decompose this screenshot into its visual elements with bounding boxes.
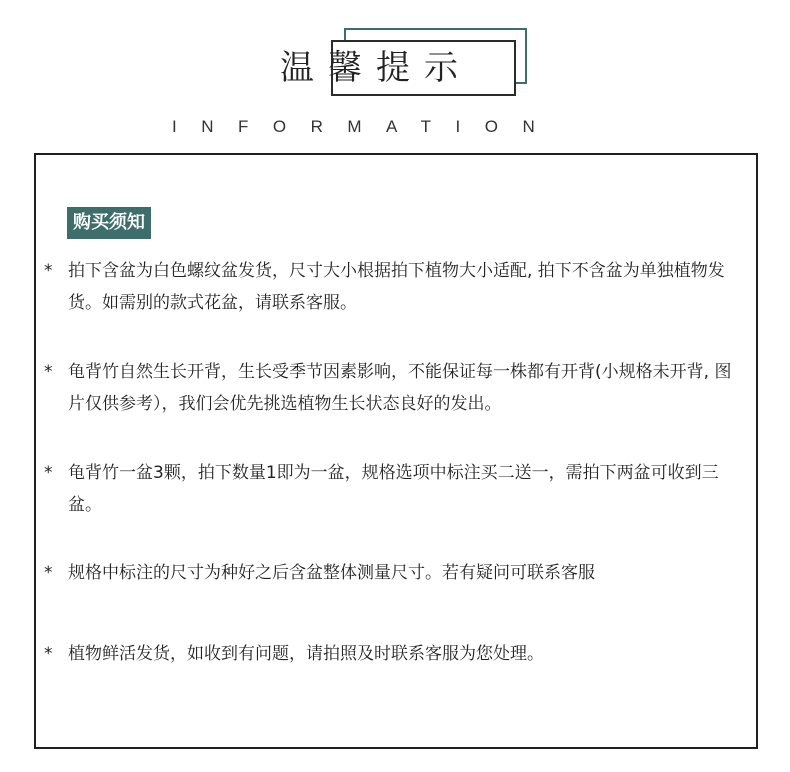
notice-item-text: 拍下含盆为白色螺纹盆发货，尺寸大小根据拍下植物大小适配, 拍下不含盆为单独植物发货。如需别的款式花盆，请联系客服。 (68, 261, 725, 313)
notice-heading: 购买须知 (67, 207, 151, 239)
notice-item-text: 规格中标注的尺寸为种好之后含盆整体测量尺寸。若有疑问可联系客服 (68, 563, 595, 583)
bullet-star: * (44, 362, 53, 382)
bullet-star: * (44, 261, 53, 281)
page-title: 温馨提示 (280, 48, 472, 88)
bullet-star: * (44, 644, 53, 664)
notice-item-text: 植物鲜活发货，如收到有问题，请拍照及时联系客服为您处理。 (68, 644, 544, 664)
notice-item-text: 龟背竹自然生长开背，生长受季节因素影响，不能保证每一株都有开背(小规格未开背, 图片仅供参考），我们会优先挑选植物生长状态良好的发出。 (68, 362, 732, 414)
notice-item-text: 龟背竹一盆3颗，拍下数量1即为一盆，规格选项中标注买二送一，需拍下两盆可收到三盆。 (68, 463, 719, 515)
page-subtitle: INFORMATION (172, 117, 560, 136)
bullet-star: * (44, 463, 53, 483)
bullet-star: * (44, 563, 53, 583)
